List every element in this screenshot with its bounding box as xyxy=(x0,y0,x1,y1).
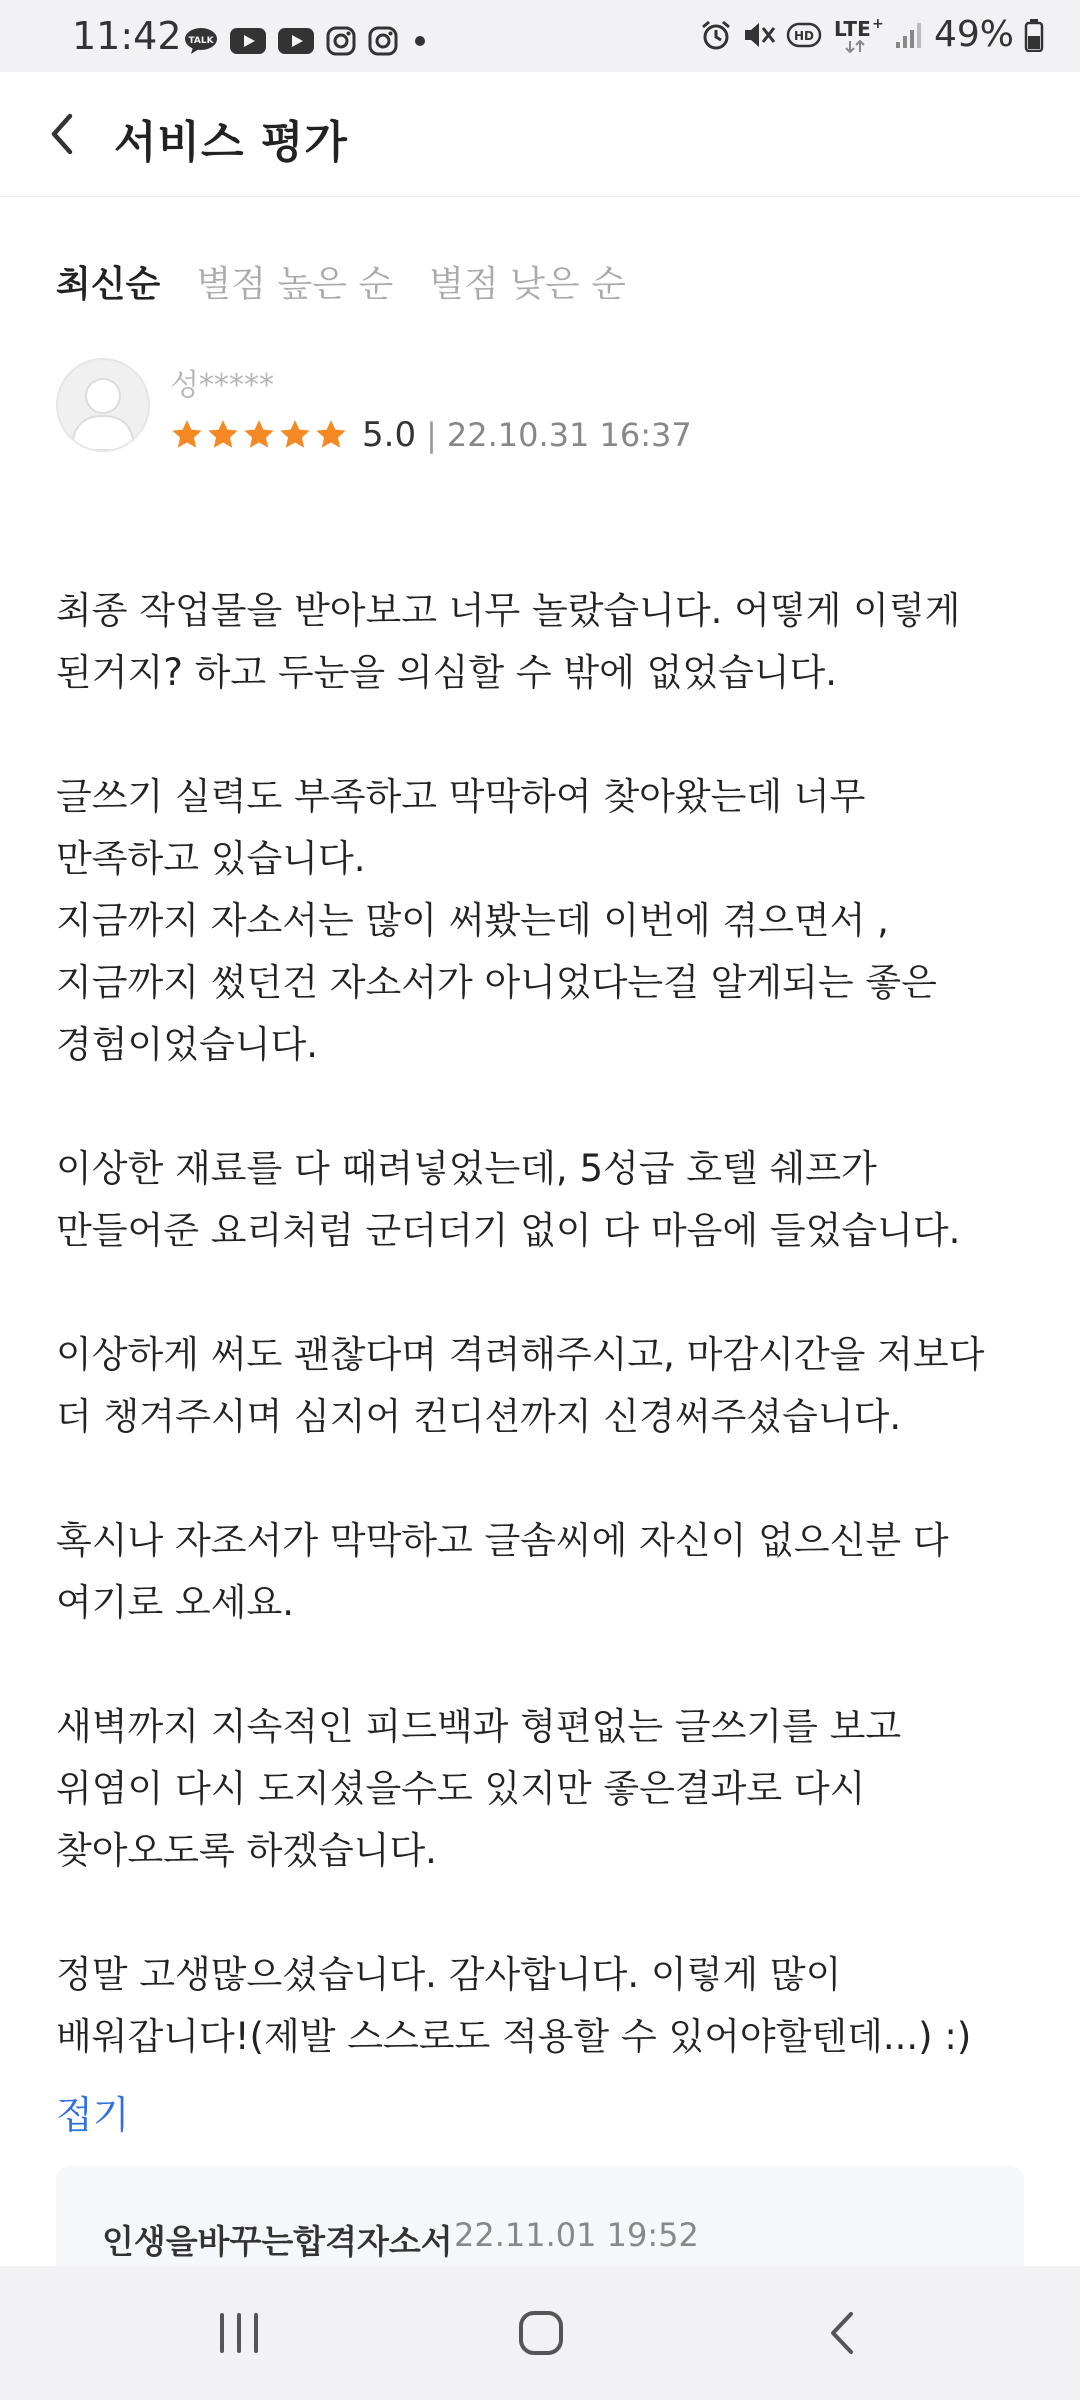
status-bar xyxy=(0,0,1080,72)
paragraph-gap xyxy=(56,704,1036,766)
reply-date: 22.11.01 19:52 xyxy=(454,2216,699,2254)
svg-text:TALK: TALK xyxy=(188,36,214,46)
lte-icon xyxy=(832,16,884,54)
review-line: 만들어준 요리처럼 군더더기 없이 다 마음에 들었습니다. xyxy=(56,1209,961,1252)
review-line: 글쓰기 실력도 부족하고 막막하여 찾아왔는데 너무 xyxy=(56,775,866,818)
review-line: 정말 고생많으셨습니다. 감사합니다. 이렇게 많이 xyxy=(56,1953,842,1996)
star-icon xyxy=(278,418,312,452)
reply-author: 인생을바꾸는합격자소서 xyxy=(102,2222,453,2261)
recents-button[interactable] xyxy=(202,2296,276,2370)
review-line: 위염이 다시 도지셨을수도 있지만 좋은결과로 다시 xyxy=(56,1767,866,1810)
battery-icon xyxy=(1024,18,1044,52)
signal-icon xyxy=(894,20,924,50)
review-line: 배워갑니다!(제발 스스로도 적용할 수 있어야할텐데...) :) xyxy=(56,2015,972,2058)
youtube-icon xyxy=(278,28,314,54)
instagram-icon xyxy=(326,26,356,56)
dot-icon xyxy=(410,31,430,51)
review-line: 새벽까지 지속적인 피드백과 형편없는 글쓰기를 보고 xyxy=(56,1705,902,1748)
talk-icon xyxy=(184,27,218,55)
seller-reply xyxy=(56,2166,1024,2266)
home-icon xyxy=(516,2308,566,2358)
rating-separator: | xyxy=(426,416,437,454)
review-line: 더 챙겨주시며 심지어 컨디션까지 신경써주셨습니다. xyxy=(56,1395,902,1438)
collapse-button[interactable]: 접기 xyxy=(56,2093,130,2137)
sort-tab-latest[interactable]: 최신순 xyxy=(56,264,161,305)
svg-text:+: + xyxy=(871,15,884,32)
review-line: 지금까지 자소서는 많이 써봤는데 이번에 겪으면서 , xyxy=(56,899,889,942)
sort-tab-rating-low[interactable]: 별점 낮은 순 xyxy=(429,264,626,305)
rating-row xyxy=(170,412,692,458)
paragraph-gap xyxy=(56,1882,1036,1944)
recents-icon xyxy=(214,2311,264,2355)
reviewer-name: 성***** xyxy=(170,368,274,403)
page-title: 서비스 평가 xyxy=(114,117,348,168)
star-icon xyxy=(170,418,204,452)
sort-tab-rating-high[interactable]: 별점 높은 순 xyxy=(196,264,394,305)
star-icon xyxy=(242,418,276,452)
svg-text:LTE: LTE xyxy=(833,16,871,41)
back-icon xyxy=(823,2308,863,2358)
battery-percent: 49% xyxy=(933,14,1014,55)
alarm-icon xyxy=(700,19,732,51)
star-icon xyxy=(206,418,240,452)
instagram-icon xyxy=(368,26,398,56)
svg-text:HD: HD xyxy=(793,28,814,43)
paragraph-gap xyxy=(56,1262,1036,1324)
star-rating xyxy=(170,418,348,452)
mute-icon xyxy=(742,19,776,51)
review-line: 만족하고 있습니다. xyxy=(56,837,366,880)
back-arrow-icon xyxy=(46,110,78,158)
hd-icon xyxy=(786,21,822,49)
paragraph-gap xyxy=(56,1634,1036,1696)
system-icons xyxy=(700,14,1044,55)
sort-tabs xyxy=(56,256,626,307)
notification-icons xyxy=(184,26,430,56)
youtube-icon xyxy=(230,28,266,54)
nav-back-button[interactable] xyxy=(806,2296,880,2370)
system-nav-bar xyxy=(0,2266,1080,2400)
default-avatar-icon xyxy=(58,360,148,450)
review-line: 지금까지 썼던건 자소서가 아니었다는걸 알게되는 좋은 xyxy=(56,961,937,1004)
app-bar xyxy=(0,72,1080,197)
back-button[interactable] xyxy=(34,106,90,162)
rating-score: 5.0 xyxy=(362,415,417,455)
review-line: 이상하게 써도 괜찮다며 격려해주시고, 마감시간을 저보다 xyxy=(56,1333,985,1376)
paragraph-gap xyxy=(56,1076,1036,1138)
review-line: 찾아오도록 하겠습니다. xyxy=(56,1829,437,1872)
paragraph-gap xyxy=(56,1448,1036,1510)
avatar xyxy=(56,358,150,452)
review-line: 된거지? 하고 두눈을 의심할 수 밖에 없었습니다. xyxy=(56,651,838,694)
review-line: 여기로 오세요. xyxy=(56,1581,294,1624)
review-body xyxy=(56,580,1036,2068)
star-icon xyxy=(314,418,348,452)
review-date: 22.10.31 16:37 xyxy=(446,416,692,454)
review-line: 경험이었습니다. xyxy=(56,1023,318,1066)
review-line: 이상한 재료를 다 때려넣었는데, 5성급 호텔 쉐프가 xyxy=(56,1147,877,1190)
review-line: 최종 작업물을 받아보고 너무 놀랐습니다. 어떻게 이렇게 xyxy=(56,589,961,632)
home-button[interactable] xyxy=(504,2296,578,2370)
review-line: 혹시나 자조서가 막막하고 글솜씨에 자신이 없으신분 다 xyxy=(56,1519,949,1562)
status-time: 11:42 xyxy=(72,14,182,58)
